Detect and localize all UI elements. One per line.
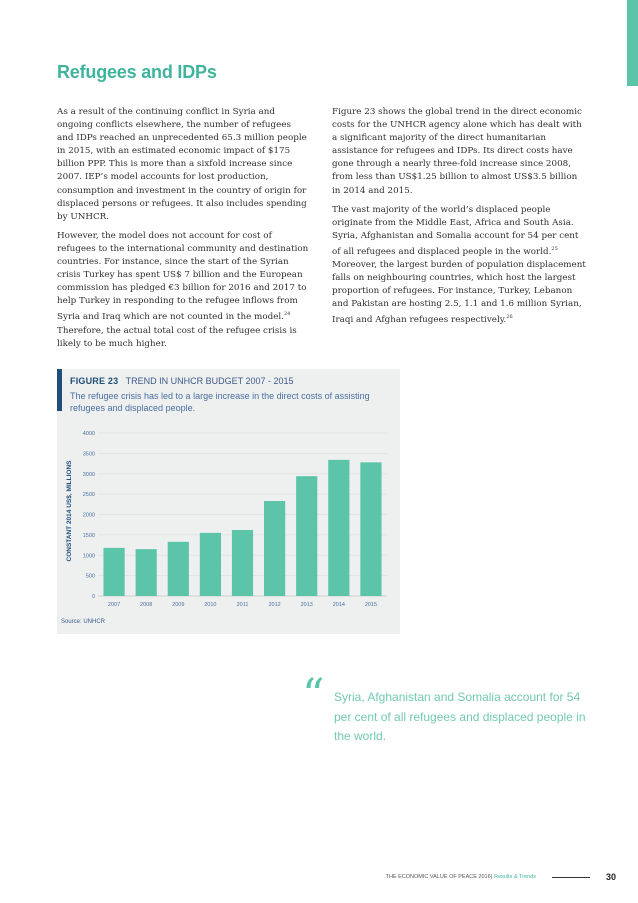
section-title: Refugees and IDPs	[57, 62, 217, 82]
bar-2013	[296, 476, 317, 596]
x-tick-label: 2008	[140, 602, 153, 608]
x-tick-label: 2007	[107, 602, 121, 608]
y-tick-label: 0	[91, 594, 95, 600]
left-paragraph-2-tail: Therefore, the actual total cost of the refugee crisis is likely to be much higher.	[57, 325, 297, 349]
bar-2015	[360, 462, 381, 596]
right-column	[332, 106, 588, 334]
footer-separator: |	[490, 874, 493, 880]
figure-accent-bar	[57, 369, 62, 411]
figure-header	[70, 376, 294, 386]
left-paragraph-2-text: However, the model does not account for cost of refugees to the international community and destination countries. For instance, since the start of the Syrian crisis Turkey has spent US$ 7 billion and the European commission has pledged €3 billion for 2016 and 2017 to help Turkey in responding to the refugee inflows from Syria and Iraq which are not counted in the model.	[57, 230, 309, 323]
page-number: 30	[605, 872, 616, 882]
footnote-ref-24[interactable]: 24	[283, 311, 291, 318]
pull-quote: Syria, Afghanistan and Somalia account for 54 per cent of all refugees and displaced people in the world.	[334, 690, 586, 743]
x-tick-label: 2010	[204, 602, 217, 608]
right-paragraph-2-mid: Moreover, the largest burden of population displacement falls on neighbouring countries, which host the largest proportion of refugees. For instance, Turkey, Lebanon and Pakistan are hosting 2.5, 1.1 and 1.6 million Syrian, Iraqi and Afghan refugees respectively.	[332, 260, 586, 326]
bar-2012	[264, 501, 285, 596]
right-paragraph-2-text: The vast majority of the world’s displaced people originate from the Middle East, Africa and South Asia. Syria, Afghanistan and Somalia account for 54 per cent of all refugees and displaced people in the world.	[332, 204, 579, 257]
y-tick-label: 500	[85, 573, 95, 580]
footer-section-link[interactable]: Results & Trends	[494, 874, 536, 880]
chart-y-axis-label: CONSTANT 2014 US$, MILLIONS	[66, 460, 73, 562]
right-paragraph-1: Figure 23 shows the global trend in the direct economic costs for the UNHCR agency alone which has dealt with a significant majority of the direct humanitarian assistance for refugees and IDPs. Its direct costs have gone through a nearly three-fold increase since 2008, from less than US$1.25 billion to almost US$3.5 billion in 2014 and 2015.	[332, 107, 582, 196]
bar-2010	[200, 533, 221, 596]
x-tick-label: 2009	[172, 602, 185, 608]
x-tick-label: 2011	[236, 602, 249, 608]
bar-2008	[136, 549, 157, 596]
left-paragraph-2	[57, 230, 309, 351]
side-tab-marker	[627, 0, 638, 86]
y-tick-label: 3000	[82, 471, 95, 478]
bar-2014	[328, 460, 349, 596]
y-tick-label: 3500	[82, 451, 95, 458]
x-tick-label: 2015	[364, 602, 378, 608]
figure-title: TREND IN UNHCR BUDGET 2007 - 2015	[125, 376, 294, 386]
footer-publication: THE ECONOMIC VALUE OF PEACE 2016	[385, 874, 491, 880]
y-tick-label: 1000	[82, 553, 95, 560]
bar-2007	[103, 548, 124, 596]
x-tick-label: 2013	[300, 602, 313, 608]
quote-mark-icon: “	[302, 670, 325, 721]
x-tick-label: 2014	[332, 602, 345, 608]
left-column	[57, 106, 309, 357]
chart-y-ticks	[83, 431, 95, 600]
chart-x-ticks	[108, 602, 377, 608]
footnote-ref-25[interactable]: 25	[551, 245, 558, 252]
y-tick-label: 1500	[82, 532, 95, 539]
y-tick-label: 2500	[82, 492, 95, 499]
figure-number: FIGURE 23	[70, 376, 119, 386]
left-paragraph-1: As a result of the continuing conflict in Syria and ongoing conflicts elsewhere, the number of refugees and IDPs reached an unprecedented 65.3 million people in 2015, with an estimated economic impact of $175 billion PPP. This is more than a sixfold increase since 2007. IEP’s model accounts for lost production, consumption and investment in the country of origin for displaced persons or refugees. It also includes spending by UNHCR.	[57, 107, 307, 222]
page-footer	[386, 872, 616, 882]
figure-23-box	[57, 369, 400, 634]
x-tick-label: 2012	[268, 602, 281, 608]
bar-2009	[168, 542, 189, 596]
right-paragraph-2	[332, 204, 588, 328]
chart-bars	[103, 460, 381, 596]
footnote-ref-26[interactable]: 26	[506, 314, 513, 321]
footer-rule	[552, 877, 590, 878]
y-tick-label: 4000	[82, 431, 95, 437]
y-tick-label: 2000	[82, 512, 95, 519]
bar-2011	[232, 530, 253, 596]
figure-subtitle: The refugee crisis has led to a large increase in the direct costs of assisting refugees and displaced people.	[70, 391, 370, 413]
figure-source: Source: UNHCR	[61, 619, 106, 625]
unhcr-budget-bar-chart	[57, 421, 400, 617]
